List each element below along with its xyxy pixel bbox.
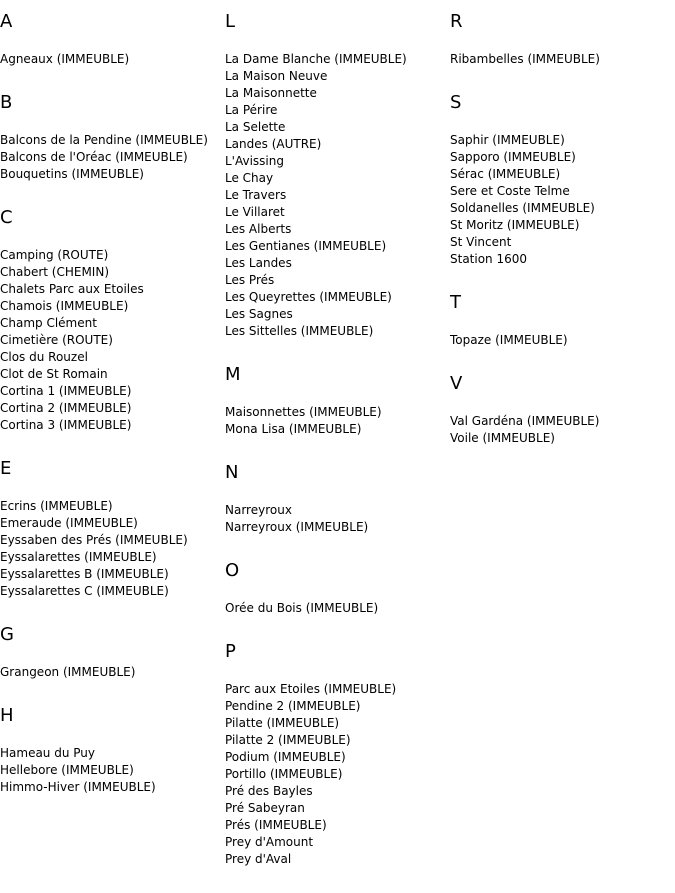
list-item[interactable]: Pilatte 2 (IMMEUBLE)	[225, 733, 351, 747]
list-item[interactable]: Prés (IMMEUBLE)	[225, 818, 327, 832]
entry-list	[450, 413, 675, 447]
letter-heading: P	[225, 641, 236, 662]
index-column-2	[225, 0, 450, 893]
list-item[interactable]: Parc aux Etoiles (IMMEUBLE)	[225, 682, 397, 696]
entry-list	[0, 132, 225, 183]
list-item[interactable]: Eyssalarettes C (IMMEUBLE)	[0, 584, 169, 598]
entry-list	[450, 132, 675, 268]
list-item[interactable]: Topaze (IMMEUBLE)	[450, 333, 568, 347]
list-item[interactable]: Narreyroux (IMMEUBLE)	[225, 520, 369, 534]
letter-heading: V	[450, 373, 463, 394]
list-item[interactable]: Pré Sabeyran	[225, 801, 305, 815]
entry-list	[225, 51, 450, 340]
list-item[interactable]: Prey d'Amount	[225, 835, 314, 849]
list-item[interactable]: Eyssalarettes (IMMEUBLE)	[0, 550, 157, 564]
letter-group-t	[450, 293, 675, 349]
list-item[interactable]: Grangeon (IMMEUBLE)	[0, 665, 136, 679]
list-item[interactable]: Val Gardéna (IMMEUBLE)	[450, 414, 600, 428]
list-item[interactable]: Podium (IMMEUBLE)	[225, 750, 346, 764]
list-item[interactable]: Hameau du Puy	[0, 746, 95, 760]
letter-group-v	[450, 374, 675, 447]
list-item[interactable]: Ecrins (IMMEUBLE)	[0, 499, 113, 513]
list-item[interactable]: St Vincent	[450, 235, 512, 249]
list-item[interactable]: La Dame Blanche (IMMEUBLE)	[225, 52, 407, 66]
letter-heading: L	[225, 11, 236, 32]
list-item[interactable]: Maisonnettes (IMMEUBLE)	[225, 405, 382, 419]
list-item[interactable]: Le Villaret	[225, 205, 285, 219]
list-item[interactable]: Agneaux (IMMEUBLE)	[0, 52, 130, 66]
list-item[interactable]: La Périre	[225, 103, 278, 117]
entry-list	[450, 51, 675, 68]
list-item[interactable]: Eyssalarettes B (IMMEUBLE)	[0, 567, 169, 581]
list-item[interactable]: Chamois (IMMEUBLE)	[0, 299, 129, 313]
list-item[interactable]: Camping (ROUTE)	[0, 248, 109, 262]
list-item[interactable]: Station 1600	[450, 252, 528, 266]
letter-heading: H	[0, 705, 14, 726]
letter-group-e	[0, 459, 225, 600]
letter-heading: G	[0, 624, 14, 645]
list-item[interactable]: Bouquetins (IMMEUBLE)	[0, 167, 144, 181]
list-item[interactable]: Ribambelles (IMMEUBLE)	[450, 52, 600, 66]
list-item[interactable]: Eyssaben des Prés (IMMEUBLE)	[0, 533, 188, 547]
list-item[interactable]: Champ Clément	[0, 316, 97, 330]
list-item[interactable]: La Maisonnette	[225, 86, 317, 100]
list-item[interactable]: Chalets Parc aux Etoiles	[0, 282, 144, 296]
list-item[interactable]: Narreyroux	[225, 503, 292, 517]
list-item[interactable]: Prey d'Aval	[225, 852, 292, 866]
list-item[interactable]: Balcons de la Pendine (IMMEUBLE)	[0, 133, 208, 147]
list-item[interactable]: Clos du Rouzel	[0, 350, 88, 364]
list-item[interactable]: Clot de St Romain	[0, 367, 108, 381]
list-item[interactable]: Les Queyrettes (IMMEUBLE)	[225, 290, 392, 304]
letter-heading: A	[0, 11, 13, 32]
letter-group-n	[225, 463, 450, 536]
list-item[interactable]: Cortina 1 (IMMEUBLE)	[0, 384, 132, 398]
entry-list	[450, 332, 675, 349]
list-item[interactable]: Sapporo (IMMEUBLE)	[450, 150, 576, 164]
letter-heading: T	[450, 292, 461, 313]
list-item[interactable]: Mona Lisa (IMMEUBLE)	[225, 422, 362, 436]
entry-list	[0, 247, 225, 434]
entry-list	[225, 600, 450, 617]
letter-group-o	[225, 561, 450, 617]
letter-group-p	[225, 642, 450, 868]
list-item[interactable]: St Moritz (IMMEUBLE)	[450, 218, 580, 232]
list-item[interactable]: Pendine 2 (IMMEUBLE)	[225, 699, 361, 713]
list-item[interactable]: Sere et Coste Telme	[450, 184, 570, 198]
list-item[interactable]: Les Gentianes (IMMEUBLE)	[225, 239, 387, 253]
entry-list	[0, 664, 225, 681]
list-item[interactable]: Hellebore (IMMEUBLE)	[0, 763, 134, 777]
letter-group-l	[225, 12, 450, 340]
letter-group-c	[0, 208, 225, 434]
list-item[interactable]: Balcons de l'Oréac (IMMEUBLE)	[0, 150, 188, 164]
letter-group-h	[0, 706, 225, 796]
list-item[interactable]: Pré des Bayles	[225, 784, 313, 798]
list-item[interactable]: Cimetière (ROUTE)	[0, 333, 113, 347]
list-item[interactable]: La Maison Neuve	[225, 69, 328, 83]
list-item[interactable]: Les Alberts	[225, 222, 292, 236]
index-column-3	[450, 0, 675, 472]
list-item[interactable]: Les Sittelles (IMMEUBLE)	[225, 324, 374, 338]
letter-heading: C	[0, 207, 13, 228]
letter-group-m	[225, 365, 450, 438]
list-item[interactable]: Sérac (IMMEUBLE)	[450, 167, 561, 181]
entry-list	[0, 745, 225, 796]
list-item[interactable]: Cortina 3 (IMMEUBLE)	[0, 418, 132, 432]
letter-heading: B	[0, 92, 13, 113]
list-item[interactable]: L'Avissing	[225, 154, 284, 168]
list-item[interactable]: Orée du Bois (IMMEUBLE)	[225, 601, 379, 615]
list-item[interactable]: Voile (IMMEUBLE)	[450, 431, 555, 445]
list-item[interactable]: Soldanelles (IMMEUBLE)	[450, 201, 595, 215]
list-item[interactable]: Les Sagnes	[225, 307, 293, 321]
list-item[interactable]: Portillo (IMMEUBLE)	[225, 767, 343, 781]
list-item[interactable]: Himmo-Hiver (IMMEUBLE)	[0, 780, 156, 794]
letter-heading: R	[450, 11, 463, 32]
letter-group-s	[450, 93, 675, 268]
entry-list	[225, 404, 450, 438]
list-item[interactable]: Landes (AUTRE)	[225, 137, 322, 151]
index-column-1	[0, 0, 225, 821]
letter-group-r	[450, 12, 675, 68]
list-item[interactable]: Saphir (IMMEUBLE)	[450, 133, 565, 147]
letter-heading: O	[225, 560, 240, 581]
letter-heading: M	[225, 364, 241, 385]
list-item[interactable]: Le Travers	[225, 188, 287, 202]
letter-heading: S	[450, 92, 462, 113]
list-item[interactable]: Les Prés	[225, 273, 275, 287]
entry-list	[225, 502, 450, 536]
list-item[interactable]: Chabert (CHEMIN)	[0, 265, 110, 279]
letter-heading: E	[0, 458, 12, 479]
list-item[interactable]: La Selette	[225, 120, 286, 134]
list-item[interactable]: Pilatte (IMMEUBLE)	[225, 716, 340, 730]
letter-group-a	[0, 12, 225, 68]
entry-list	[225, 681, 450, 868]
list-item[interactable]: Cortina 2 (IMMEUBLE)	[0, 401, 132, 415]
entry-list	[0, 51, 225, 68]
list-item[interactable]: Emeraude (IMMEUBLE)	[0, 516, 138, 530]
letter-group-g	[0, 625, 225, 681]
list-item[interactable]: Les Landes	[225, 256, 292, 270]
letter-heading: N	[225, 462, 239, 483]
list-item[interactable]: Le Chay	[225, 171, 274, 185]
entry-list	[0, 498, 225, 600]
letter-group-b	[0, 93, 225, 183]
